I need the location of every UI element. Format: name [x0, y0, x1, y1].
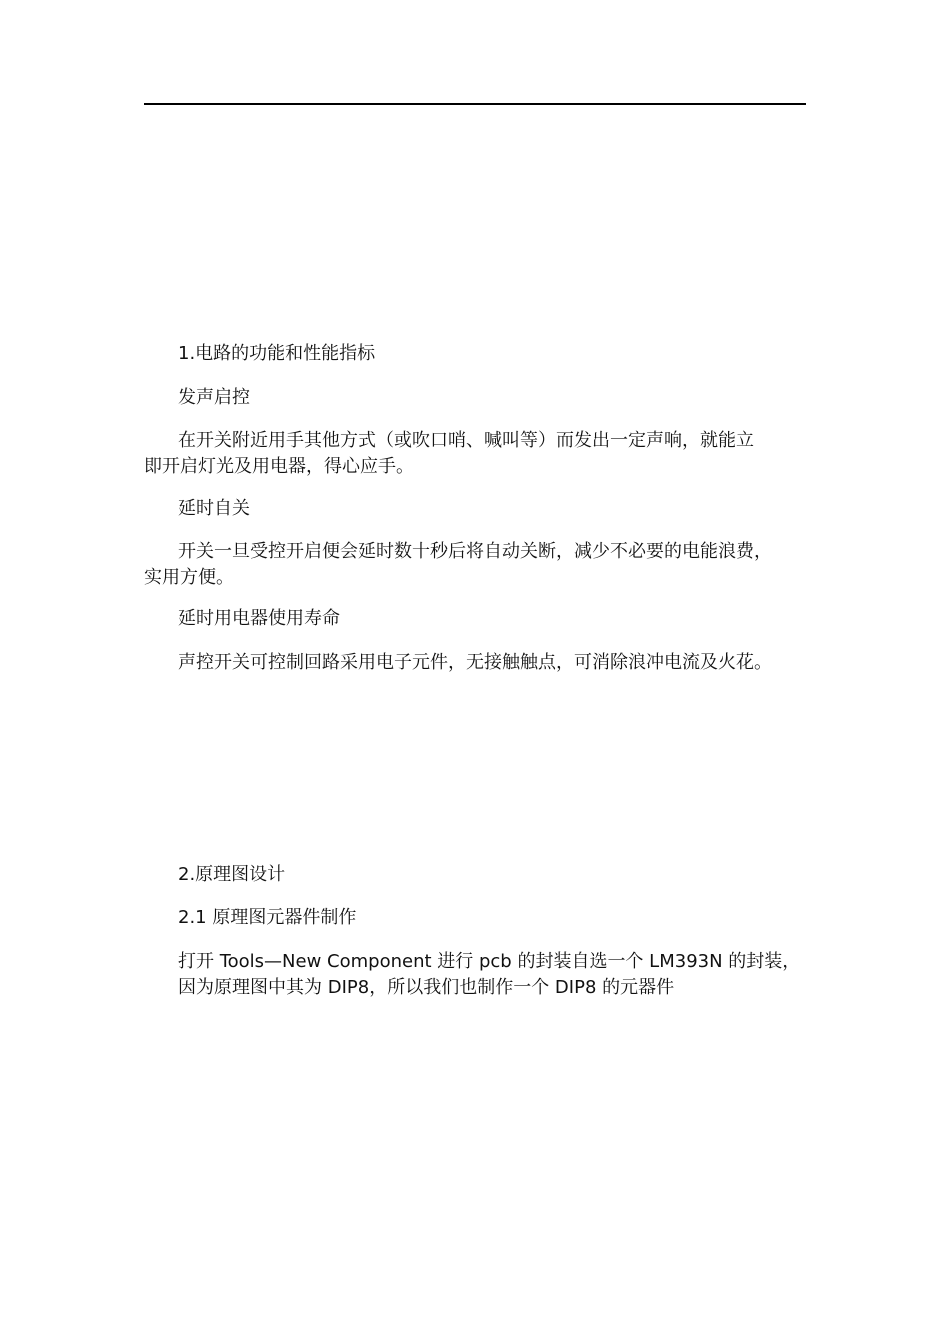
feature2-line2: 实用方便。 — [144, 567, 234, 588]
section2-para-line1: 打开 Tools—New Component 进行 pcb 的封装自选一个 LM393N 的封装， — [178, 951, 801, 972]
feature2-line1: 开关一旦受控开启便会延时数十秒后将自动关断，减少不必要的电能浪费， — [178, 541, 772, 562]
feature1-line1: 在开关附近用手其他方式（或吹口哨、喊叫等）而发出一定声响，就能立 — [178, 430, 754, 451]
feature1-line2: 即开启灯光及用电器，得心应手。 — [144, 456, 414, 477]
section2-heading: 2.原理图设计 — [178, 864, 286, 885]
feature2-paragraph — [144, 539, 806, 591]
feature1-paragraph — [144, 428, 806, 480]
section2-subheading: 2.1 原理图元器件制作 — [178, 907, 357, 928]
section1-heading: 1.电路的功能和性能指标 — [178, 343, 376, 364]
section2-para-line2: 因为原理图中其为 DIP8，所以我们也制作一个 DIP8 的元器件 — [178, 977, 675, 998]
feature1-title: 发声启控 — [178, 387, 250, 408]
section2-paragraph — [144, 949, 806, 1001]
header-rule — [144, 103, 806, 105]
feature2-title: 延时自关 — [178, 498, 250, 519]
feature3-line1: 声控开关可控制回路采用电子元件，无接触触点，可消除浪冲电流及火花。 — [178, 652, 772, 673]
feature3-title: 延时用电器使用寿命 — [178, 608, 340, 629]
